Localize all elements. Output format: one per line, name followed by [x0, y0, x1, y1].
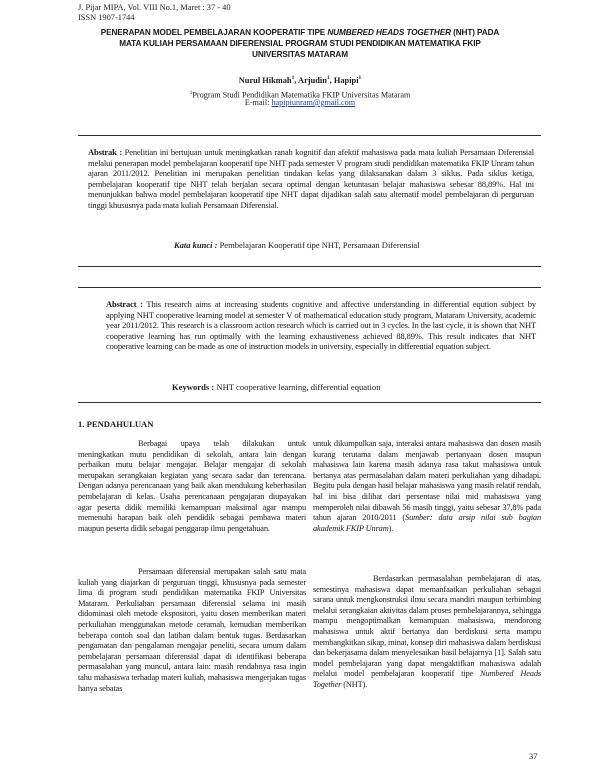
- author-3-affil-mark: 1: [358, 75, 362, 81]
- abstract-id-text: Penelitian ini bertujuan untuk meningkatkan ranah kognitif dan afektif mahasiswa pada mata kuliah Persamaan Diferensial melalui penerapan model pembelajaran kooperatif tipe NHT pada semester V program studi pendidikan matematika FKIP Unram tahun ajaran 2011/2012. Penelitian ini merupakan penelitian tindakan kelas yang dilaksanakan dalam 3 siklus. Pada siklus ketiga, pembelajaran kooperatif tipe NHT telah berjalan secara optimal dengan ketuntasan belajar mahasiswa sebesar 88,89%. Hal ini menunjukkan bahwa model pembelajaran kooperatif tipe NHT dapat dijadikan salah satu alternatif model pembelajaran di perguruan tinggi khususnya pada mata kuliah Persamaan Diferensial.: [88, 147, 534, 210]
- email-row: [100, 98, 500, 107]
- abstract-en-text: This research aims at increasing students cognitive and affective understanding in differential eqution subject by applying NHT cooperative learning model at semester V of mathematical education study program, Mataram University, academic year 2011/2012. This research is a classroom action research which is carried out in 3 cycles. In the last cycle, it is shown that NHT cooperative learning has run optimally with the learning exhaustiveness achieved 88,89%. This result indicates that NHT cooperative learning can be made as one of instruction models in university, especially in differential equation subject.: [106, 299, 536, 352]
- left-column-para-2: [78, 567, 306, 694]
- abstract-id-label: Abstrak :: [88, 147, 122, 157]
- affiliation-mark: 1: [189, 90, 193, 96]
- keywords-id-label: Kata kunci :: [174, 240, 218, 250]
- abstract-indonesian: [88, 147, 534, 211]
- right-paragraph-1: [313, 439, 541, 534]
- title-part-1: PENERAPAN MODEL PEMBELAJARAN KOOPERATIF TIPE: [100, 28, 328, 37]
- right-p2-end: (NHT).: [341, 679, 368, 689]
- affiliation-text: Program Studi Pendidikan Matematika FKIP Universitas Mataram: [192, 90, 411, 100]
- keywords-indonesian: [174, 240, 534, 250]
- author-2-affil-mark: 1: [326, 75, 330, 81]
- author-list: Nurul Hikmah$^1$, Arjudin$^1$, Hapipi$^1$: [238, 75, 362, 85]
- author-3: Hapipi: [333, 75, 359, 85]
- right-p2-italic: Numbered Heads Together: [313, 669, 541, 689]
- author-1: Nurul Hikmah: [238, 75, 292, 85]
- title-italic: NUMBERED HEADS TOGETHER: [327, 28, 451, 37]
- author-2: Arjudin: [298, 75, 327, 85]
- right-column-para-2: [313, 574, 541, 691]
- left-column-para-1: [78, 439, 306, 534]
- keywords-en-label: Keywords :: [172, 382, 215, 392]
- email-link[interactable]: hapipiunram@gmail.com: [271, 98, 356, 107]
- left-paragraph-1: Berbagai upaya telah dilakukan untuk meningkatkan mutu pendidikan di sekolah, antara lain dengan perbaikan mutu belajar mengajar. Belajar mengajar di sekolah merupakan serangkaian kegiatan yang secara sadar dan terencana. Dengan adanya perencanaan yang baik akan mendukung keberhasilan pembelajaran di kelas. Usaha perencanaan pengajaran diupayakan agar peserta didik memiliki kemampuan maksimal agar mampu memenuhi harapan baik oleh pendidik sebagai pembawa materi maupun peserta didik sebagai penggarap ilmu pengetahuan.: [78, 439, 306, 533]
- divider-bottom-abstrak: [78, 266, 541, 267]
- email-label: E-mail:: [244, 98, 272, 107]
- keywords-en-text: NHT cooperative learning, differential equation: [214, 382, 381, 392]
- divider-top-abstract: [78, 287, 541, 288]
- right-p2-text: Berdasarkan permasalahan pembelajaran di atas, semestinya mahasiswa dapat memanfaatkan perkuliahan sebagai sarana untuk mengkonstruksi ilmu secara mandiri maupun terbimbing melalui serangkaian aktivitas dalam proses pembelajarannya, sehingga mampu mengoptimalkan kemampuan mahasiswa, mendorong mahasiswa untuk aktif bertanya dan berdiskusi serta mampu membangkitkan sikap, minat, konsep diri mahasiswa dalam berdiskusi dan bekerjasama dalam menyelesaikan hasil belajarnya [1]. Salah satu model pembelajaran yang dapat mengaktifkan mahasiswa adalah melalui model pembelajaran kooperatif tipe: [313, 574, 541, 679]
- left-paragraph-2: Persamaan diferensial merupakan salah satu mata kuliah yang diajarkan di perguruan tinggi, khususnya pada semester lima di program studi pendidikan matematika FKIP Universitas Mataram. Perkuliahan persamaan diferensial selama ini masih didominasi oleh metode ekspositori, yaitu dosen memberikan materi perkuliahan menggunakan metode ceramah, kemudian memberikan beberapa contoh soal dan latihan dalam bentuk tugas. Berdasarkan pengamatan dan pengalaman mengajar peneliti, secara umum dalam pembelajaran persamaan diferensial dapat di identifikasi beberapa permasalahan yang muncul, antara lain: masih rendahnya rasa ingin tahu mahasiswa terhadap materi kuliah, mahasiswa mengerjakan tugas hanya sebatas: [78, 567, 306, 693]
- title-part-2: (NHT) PADA MATA KULIAH PERSAMAAN DIFERENSIAL PROGRAM STUDI PENDIDIKAN MATEMATIKA FKIP UNIVERSITAS MATARAM: [119, 28, 500, 59]
- keywords-id-text: Pembelajaran Kooperatif tipe NHT, Persamaan Diferensial: [217, 240, 420, 250]
- section-heading-pendahuluan: 1. PENDAHULUAN: [78, 419, 154, 429]
- journal-issn: ISSN 1907-1744: [78, 13, 135, 22]
- page-number: 37: [529, 752, 538, 761]
- abstract-english: [106, 299, 536, 352]
- right-p1-source: Sumber: data arsip nilai sub bagian akademik FKIP Unram: [313, 513, 541, 533]
- keywords-english: [172, 382, 532, 392]
- right-p1-text: untuk dikumpulkan saja, interaksi antara mahasiswa dan dosen masih kurang terutama dalam menjawab pertanyaan dosen maupun mahasiswa lain karena masih adanya rasa takut mahasiswa untuk bertanya atas permasalahan dalam materi perkuliahan yang dihadapi. Begitu pula dengan hasil belajar mahasiswa yang masih relatif rendah, hal ini bisa dilihat dari persentase nilai mid mahasiswa yang memperoleh nilai dibawah 56 masih tinggi, yaitu sebesar 37,8% pada tahun ajaran 2010/2011 (: [313, 439, 541, 523]
- divider-bottom-abstract: [78, 402, 541, 403]
- paper-title: [100, 27, 500, 60]
- right-p1-end: ).: [388, 523, 394, 533]
- abstract-en-label: Abstract :: [106, 299, 143, 309]
- right-paragraph-2: [313, 574, 541, 691]
- divider-top-abstrak: [78, 135, 541, 136]
- journal-citation: J. Pijar MIPA, Vol. VIII No.1, Maret : 37 - 40: [78, 3, 231, 12]
- right-column-para-1: [313, 439, 541, 534]
- author-1-affil-mark: 1: [291, 75, 295, 81]
